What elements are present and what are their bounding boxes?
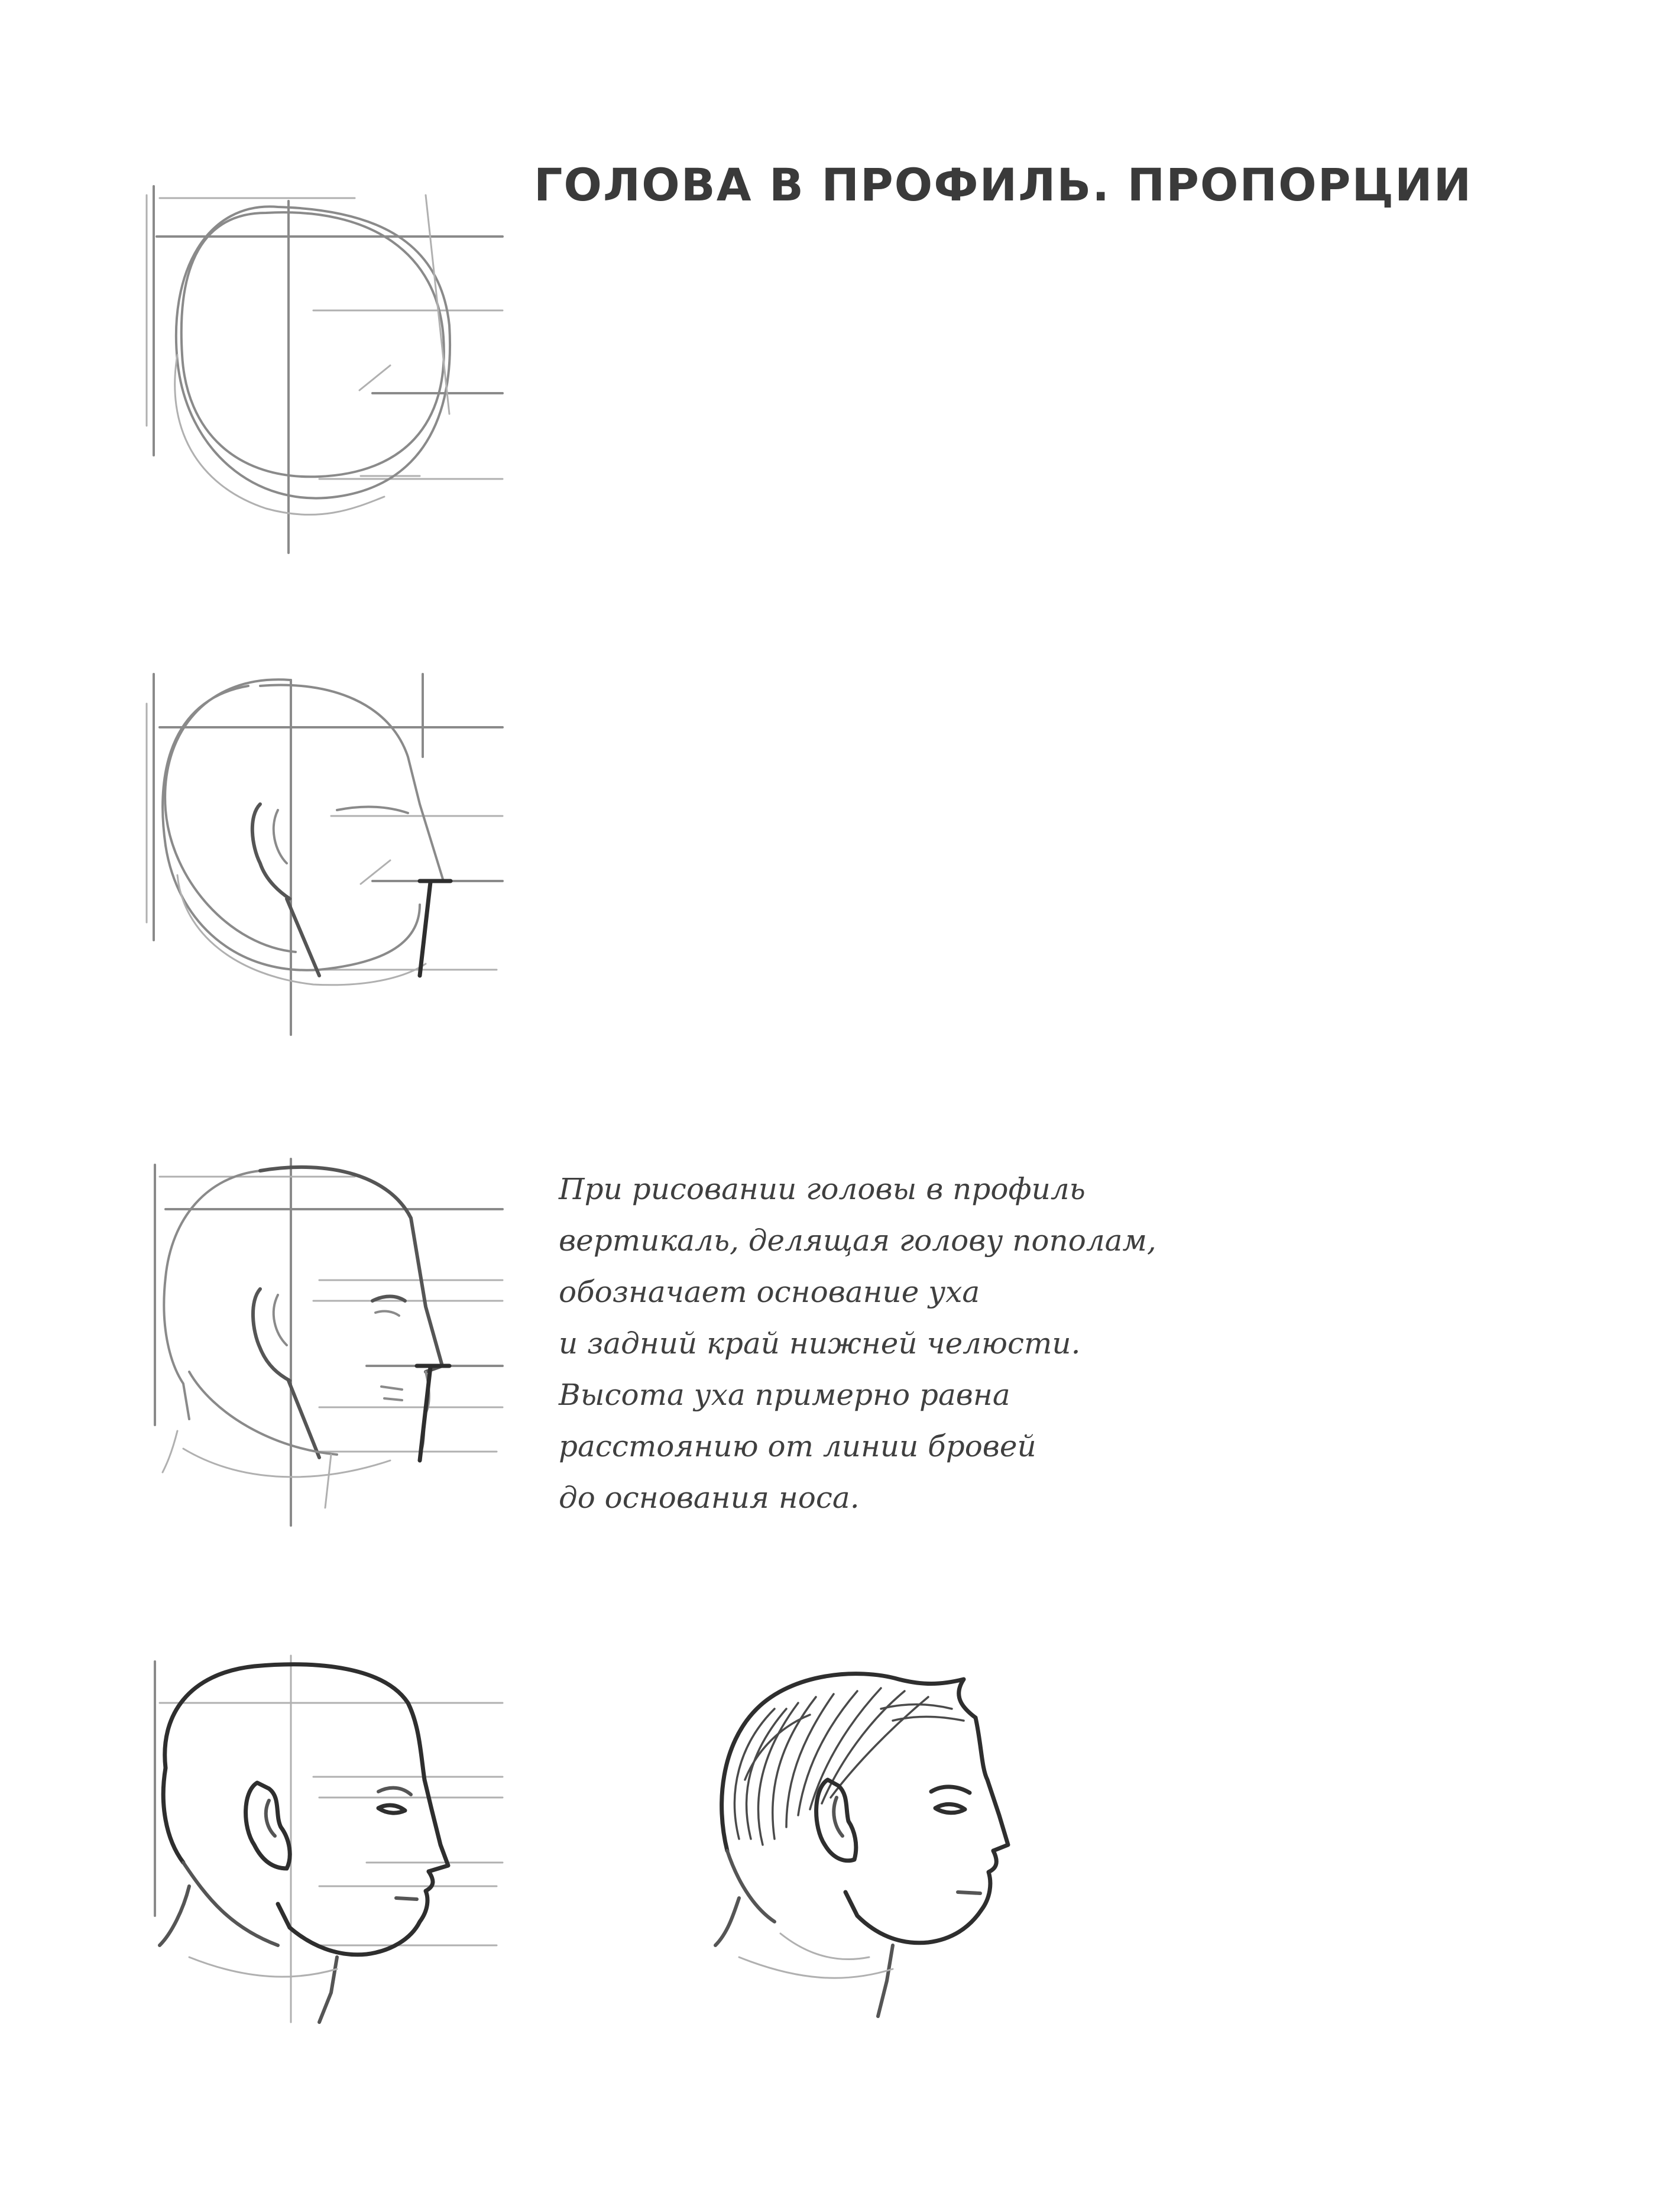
caption-line: вертикаль, делящая голову пополам, bbox=[559, 1223, 1156, 1258]
caption-line: до основания носа. bbox=[559, 1481, 860, 1515]
head-profile-finished-drawing-icon bbox=[704, 1662, 1035, 2028]
head-profile-construction-grid-icon bbox=[142, 177, 520, 562]
head-profile-features-sketch-icon bbox=[142, 1153, 520, 1531]
head-profile-refined-sketch-icon bbox=[142, 1650, 520, 2028]
page-title: ГОЛОВА В ПРОФИЛЬ. ПРОПОРЦИИ bbox=[534, 158, 1473, 211]
head-profile-ear-jaw-sketch-icon bbox=[142, 668, 520, 1041]
caption-text bbox=[559, 1164, 1268, 1524]
caption-line: и задний край нижней челюсти. bbox=[559, 1326, 1081, 1361]
caption-line: обозначает основание уха bbox=[559, 1275, 980, 1309]
caption-line: При рисовании головы в профиль bbox=[559, 1172, 1086, 1206]
caption-line: Высота уха примерно равна bbox=[559, 1378, 1010, 1412]
caption-line: расстоянию от линии бровей bbox=[559, 1429, 1036, 1463]
